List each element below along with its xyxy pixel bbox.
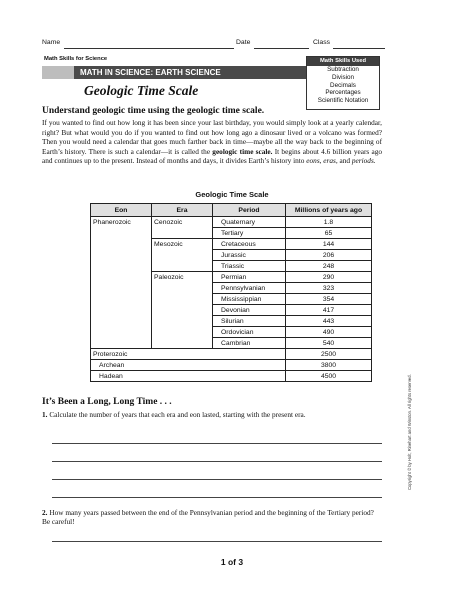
cell-mya: 3800	[286, 360, 372, 371]
cell-era	[152, 327, 213, 338]
table-row	[91, 305, 372, 316]
cell-era	[152, 228, 213, 239]
table-row	[91, 250, 372, 261]
table-row	[91, 371, 372, 382]
cell-period: Permian	[213, 272, 286, 283]
date-field[interactable]	[254, 40, 309, 49]
cell-era	[152, 283, 213, 294]
cell-mya: 443	[286, 316, 372, 327]
cell-era: Paleozoic	[152, 272, 213, 283]
table-row	[91, 360, 372, 371]
table-row	[91, 349, 372, 360]
cell-mya: 290	[286, 272, 372, 283]
cell-mya: 144	[286, 239, 372, 250]
banner-left-tab	[42, 66, 74, 79]
section2-title: It’s Been a Long, Long Time . . .	[42, 397, 172, 407]
intro-text-2: It begins about 4.6 billion years ago and continues up to the present. Instead of months and days, it divides Earth’s history into	[42, 146, 382, 166]
cell-eon	[91, 327, 152, 338]
intro-text-3: and	[337, 156, 352, 166]
cell-eon	[91, 305, 152, 316]
table-row	[91, 239, 372, 250]
question-2	[42, 508, 377, 527]
cell-eon: Archean	[91, 360, 286, 371]
intro-text-1: If you wanted to find out how long it has been since your last birthday, you would simply look at a yearly calendar, right? But what would you do if you wanted to find out how long ago a dinosaur lived or a volcano was formed? Then you would need a calendar that goes much farther back in time—maybe all the way back to the beginning of Earth’s history. There is such a calendar—it is called the	[42, 118, 382, 156]
table-row	[91, 316, 372, 327]
date-label: Date	[236, 39, 251, 46]
page-title: Geologic Time Scale	[84, 83, 199, 98]
table-row	[91, 261, 372, 272]
cell-era: Mesozoic	[152, 239, 213, 250]
cell-eon	[91, 228, 152, 239]
cell-era	[152, 261, 213, 272]
question-number: 1.	[42, 410, 48, 419]
intro-italic-2: periods.	[351, 156, 376, 166]
col-header-period: Period	[213, 204, 286, 217]
page-footer: 1 of 3	[220, 557, 244, 567]
cell-period: Devonian	[213, 305, 286, 316]
header-row	[42, 39, 387, 49]
cell-eon	[91, 294, 152, 305]
col-header-mya: Millions of years ago	[286, 204, 372, 217]
section-banner	[42, 66, 346, 79]
math-skill-item: Percentages	[325, 89, 361, 97]
cell-period: Ordovician	[213, 327, 286, 338]
question-text: How many years passed between the end of the Pennsylvanian period and the beginning of the Tertiary period? Be careful!	[42, 508, 374, 527]
cell-eon: Proterozoic	[91, 349, 286, 360]
copyright-text: Copyright © by Holt, Rinehart and Winston. All rights reserved.	[407, 374, 412, 490]
cell-eon	[91, 316, 152, 327]
col-header-era: Era	[152, 204, 213, 217]
cell-period: Tertiary	[213, 228, 286, 239]
math-skill-item: Scientific Notation	[317, 97, 369, 105]
math-skill-item: Decimals	[330, 81, 356, 89]
cell-period: Pennsylvanian	[213, 283, 286, 294]
cell-period: Cambrian	[213, 338, 286, 349]
answer-line[interactable]	[52, 540, 382, 542]
section-subtitle: Understand geologic time using the geologic time scale.	[42, 106, 265, 116]
table-row	[91, 228, 372, 239]
cell-mya: 2500	[286, 349, 372, 360]
cell-mya: 4500	[286, 371, 372, 382]
table-row	[91, 217, 372, 228]
class-field[interactable]	[333, 40, 385, 49]
cell-era: Cenozoic	[152, 217, 213, 228]
cell-mya: 417	[286, 305, 372, 316]
cell-era	[152, 305, 213, 316]
cell-eon	[91, 250, 152, 261]
cell-mya: 248	[286, 261, 372, 272]
col-header-eon: Eon	[91, 204, 152, 217]
table-row	[91, 272, 372, 283]
skills-small-label: Math Skills for Science	[44, 56, 108, 62]
cell-eon: Hadean	[91, 371, 286, 382]
cell-period: Triassic	[213, 261, 286, 272]
name-field[interactable]	[64, 40, 234, 49]
cell-era	[152, 338, 213, 349]
cell-period: Silurian	[213, 316, 286, 327]
question-number: 2.	[42, 508, 48, 517]
geologic-time-table	[90, 203, 372, 382]
cell-eon	[91, 338, 152, 349]
cell-eon	[91, 272, 152, 283]
cell-era	[152, 294, 213, 305]
intro-bold-term: geologic time scale.	[212, 146, 273, 156]
table-row	[91, 283, 372, 294]
answer-line[interactable]	[52, 460, 382, 462]
math-skills-header: Math Skills Used	[307, 57, 379, 66]
math-skill-item: Subtraction	[327, 66, 359, 73]
question-text: Calculate the number of years that each era and eon lasted, starting with the present era.	[49, 410, 306, 419]
cell-eon: Phanerozoic	[91, 217, 152, 228]
table-header-row	[91, 204, 372, 217]
cell-eon	[91, 283, 152, 294]
answer-line[interactable]	[52, 442, 382, 444]
cell-mya: 65	[286, 228, 372, 239]
question-1	[42, 410, 377, 419]
cell-mya: 206	[286, 250, 372, 261]
table-row	[91, 327, 372, 338]
cell-mya: 323	[286, 283, 372, 294]
cell-period: Mississippian	[213, 294, 286, 305]
cell-mya: 354	[286, 294, 372, 305]
name-label: Name	[42, 39, 61, 46]
cell-mya: 540	[286, 338, 372, 349]
cell-mya: 1.8	[286, 217, 372, 228]
cell-mya: 490	[286, 327, 372, 338]
table-row	[91, 294, 372, 305]
banner-text: MATH IN SCIENCE: EARTH SCIENCE	[80, 68, 221, 77]
cell-eon	[91, 261, 152, 272]
math-skills-box	[306, 56, 380, 110]
table-row	[91, 338, 372, 349]
cell-era	[152, 250, 213, 261]
cell-era	[152, 316, 213, 327]
cell-period: Cretaceous	[213, 239, 286, 250]
cell-eon	[91, 239, 152, 250]
class-label: Class	[313, 39, 330, 46]
intro-paragraph	[42, 118, 382, 166]
answer-line[interactable]	[52, 496, 382, 498]
cell-period: Jurassic	[213, 250, 286, 261]
intro-italic-1: eons, eras,	[306, 156, 338, 166]
math-skill-item: Division	[331, 73, 355, 81]
table-title: Geologic Time Scale	[195, 190, 269, 199]
copyright-notice	[405, 350, 413, 490]
cell-period: Quaternary	[213, 217, 286, 228]
answer-line[interactable]	[52, 478, 382, 480]
